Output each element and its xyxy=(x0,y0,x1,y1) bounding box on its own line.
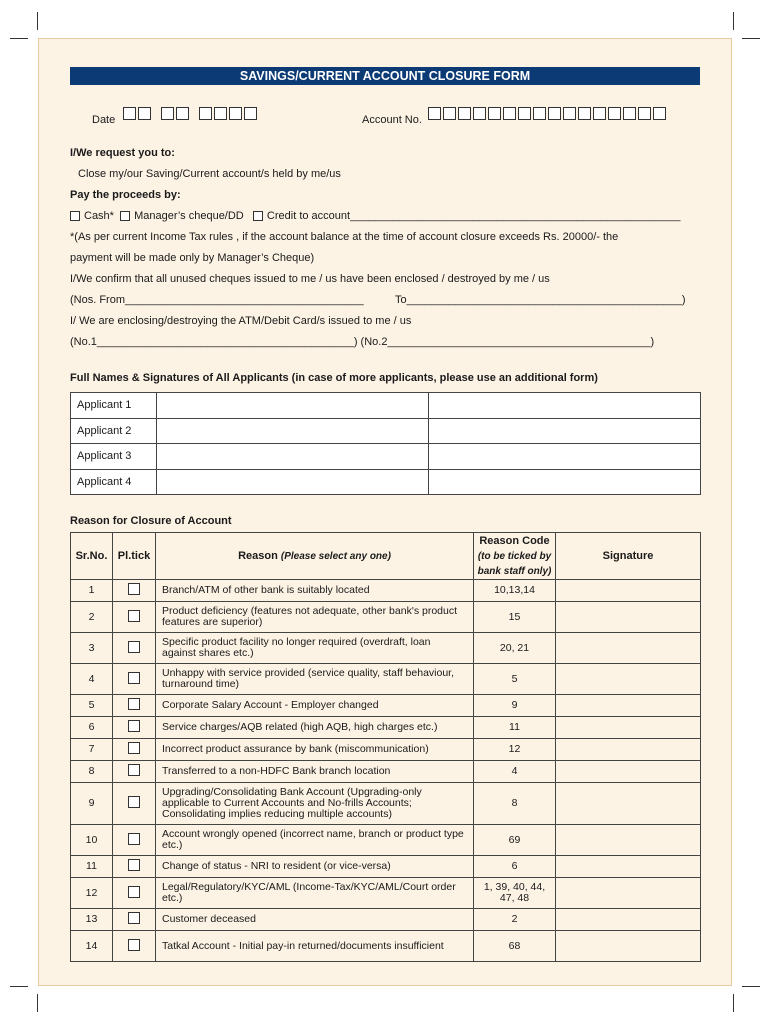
card-numbers[interactable]: (No.1__________________________________________) (No.2___________________________________________) xyxy=(70,336,655,348)
reason-checkbox[interactable] xyxy=(128,833,140,845)
reason-signature-field[interactable] xyxy=(556,739,701,761)
account-label: Account No. xyxy=(362,114,422,126)
reason-checkbox[interactable] xyxy=(128,610,140,622)
reason-code: 4 xyxy=(474,761,556,783)
reason-srno: 8 xyxy=(71,761,113,783)
applicant-name-field[interactable] xyxy=(157,469,429,495)
reason-row xyxy=(71,825,701,856)
reason-tick-cell xyxy=(113,602,156,633)
reason-tick-cell xyxy=(113,761,156,783)
request-text: Close my/our Saving/Current account/s held by me/us xyxy=(78,168,341,180)
applicant-label: Applicant 1 xyxy=(71,393,157,419)
cash-checkbox[interactable] xyxy=(70,211,80,221)
crop-mark xyxy=(742,986,760,987)
reason-tick-cell xyxy=(113,931,156,962)
tax-note-1: *(As per current Income Tax rules , if the account balance at the time of account closure exceeds Rs. 20000/- the xyxy=(70,231,619,243)
col-code-note-1: (to be ticked by xyxy=(477,550,552,562)
reason-row xyxy=(71,931,701,962)
pay-heading: Pay the proceeds by: xyxy=(70,189,181,201)
reason-text: Account wrongly opened (incorrect name, branch or product type etc.) xyxy=(156,825,474,856)
reason-checkbox[interactable] xyxy=(128,720,140,732)
applicant-name-field[interactable] xyxy=(157,393,429,419)
reason-text: Corporate Salary Account - Employer changed xyxy=(156,695,474,717)
reason-signature-field[interactable] xyxy=(556,717,701,739)
applicants-table xyxy=(70,392,701,495)
table-row xyxy=(71,444,701,470)
atm-text: I/ We are enclosing/destroying the ATM/Debit Card/s issued to me / us xyxy=(70,315,412,327)
applicant-name-field[interactable] xyxy=(157,444,429,470)
col-reason-note: (Please select any one) xyxy=(280,550,391,562)
reason-code: 12 xyxy=(474,739,556,761)
table-row xyxy=(71,393,701,419)
reason-tick-cell xyxy=(113,580,156,602)
reason-text: Specific product facility no longer required (overdraft, loan against shares etc.) xyxy=(156,633,474,664)
reason-text: Upgrading/Consolidating Bank Account (Upgrading-only applicable to Current Accounts and No-frills Accounts; Consolidating implies reducing multiple accounts) xyxy=(156,783,474,825)
table-row xyxy=(71,418,701,444)
col-reason xyxy=(156,533,474,580)
request-heading: I/We request you to: xyxy=(70,147,175,159)
reason-tick-cell xyxy=(113,633,156,664)
reason-checkbox[interactable] xyxy=(128,742,140,754)
reason-signature-field[interactable] xyxy=(556,931,701,962)
reason-text: Tatkal Account - Initial pay-in returned/documents insufficient xyxy=(156,931,474,962)
applicant-label: Applicant 2 xyxy=(71,418,157,444)
crop-mark xyxy=(742,38,760,39)
col-code-title: Reason Code xyxy=(479,534,550,547)
col-code xyxy=(474,533,556,580)
col-tick: Pl.tick xyxy=(113,533,156,580)
applicant-signature-field[interactable] xyxy=(429,418,701,444)
reason-tick-cell xyxy=(113,717,156,739)
crop-mark xyxy=(10,986,28,987)
account-number-input[interactable] xyxy=(428,107,668,120)
col-signature: Signature xyxy=(556,533,701,580)
reason-signature-field[interactable] xyxy=(556,878,701,909)
applicants-heading: Full Names & Signatures of All Applicants (in case of more applicants, please use an additional form) xyxy=(70,372,598,384)
reason-heading: Reason for Closure of Account xyxy=(70,515,232,527)
reason-code: 11 xyxy=(474,717,556,739)
credit-label[interactable]: Credit to account______________________________________________________ xyxy=(266,210,681,222)
reason-table xyxy=(70,532,701,962)
reason-checkbox[interactable] xyxy=(128,764,140,776)
crop-mark xyxy=(733,994,734,1012)
cheque-nos-from[interactable]: (Nos. From_______________________________________ xyxy=(70,294,364,306)
reason-table-header xyxy=(71,533,701,580)
reason-checkbox[interactable] xyxy=(128,672,140,684)
reason-code: 9 xyxy=(474,695,556,717)
reason-row xyxy=(71,739,701,761)
reason-signature-field[interactable] xyxy=(556,695,701,717)
reason-code: 5 xyxy=(474,664,556,695)
reason-signature-field[interactable] xyxy=(556,825,701,856)
reason-signature-field[interactable] xyxy=(556,783,701,825)
reason-code: 8 xyxy=(474,783,556,825)
reason-row xyxy=(71,717,701,739)
reason-row xyxy=(71,633,701,664)
reason-srno: 14 xyxy=(71,931,113,962)
payment-options xyxy=(70,210,680,222)
reason-checkbox[interactable] xyxy=(128,939,140,951)
reason-srno: 6 xyxy=(71,717,113,739)
form-title: SAVINGS/CURRENT ACCOUNT CLOSURE FORM xyxy=(70,67,700,85)
reason-signature-field[interactable] xyxy=(556,761,701,783)
reason-row xyxy=(71,761,701,783)
cheque-checkbox[interactable] xyxy=(120,211,130,221)
cash-label: Cash* xyxy=(84,210,114,222)
reason-code: 10,13,14 xyxy=(474,580,556,602)
reason-row xyxy=(71,664,701,695)
reason-tick-cell xyxy=(113,695,156,717)
applicant-signature-field[interactable] xyxy=(429,393,701,419)
reason-text: Product deficiency (features not adequate, other bank's product features are superior) xyxy=(156,602,474,633)
reason-signature-field[interactable] xyxy=(556,633,701,664)
cheque-confirm: I/We confirm that all unused cheques issued to me / us have been enclosed / destroyed by me / us xyxy=(70,273,550,285)
reason-row xyxy=(71,695,701,717)
reason-row xyxy=(71,856,701,878)
reason-srno: 9 xyxy=(71,783,113,825)
reason-signature-field[interactable] xyxy=(556,856,701,878)
reason-srno: 10 xyxy=(71,825,113,856)
reason-text: Branch/ATM of other bank is suitably located xyxy=(156,580,474,602)
reason-srno: 4 xyxy=(71,664,113,695)
reason-code: 6 xyxy=(474,856,556,878)
col-srno: Sr.No. xyxy=(71,533,113,580)
reason-row xyxy=(71,580,701,602)
tax-note-2: payment will be made only by Manager’s Cheque) xyxy=(70,252,315,264)
reason-srno: 7 xyxy=(71,739,113,761)
reason-tick-cell xyxy=(113,878,156,909)
reason-checkbox[interactable] xyxy=(128,698,140,710)
applicant-signature-field[interactable] xyxy=(429,444,701,470)
date-input[interactable] xyxy=(123,107,259,120)
table-row xyxy=(71,469,701,495)
reason-text: Customer deceased xyxy=(156,909,474,931)
applicant-name-field[interactable] xyxy=(157,418,429,444)
reason-checkbox[interactable] xyxy=(128,912,140,924)
reason-row xyxy=(71,602,701,633)
reason-signature-field[interactable] xyxy=(556,580,701,602)
reason-code: 20, 21 xyxy=(474,633,556,664)
crop-mark xyxy=(10,38,28,39)
reason-srno: 1 xyxy=(71,580,113,602)
reason-code: 15 xyxy=(474,602,556,633)
reason-text: Incorrect product assurance by bank (miscommunication) xyxy=(156,739,474,761)
crop-mark xyxy=(37,994,38,1012)
reason-tick-cell xyxy=(113,909,156,931)
reason-tick-cell xyxy=(113,856,156,878)
reason-signature-field[interactable] xyxy=(556,909,701,931)
reason-tick-cell xyxy=(113,825,156,856)
reason-signature-field[interactable] xyxy=(556,664,701,695)
reason-code: 2 xyxy=(474,909,556,931)
reason-code: 1, 39, 40, 44, 47, 48 xyxy=(474,878,556,909)
reason-text: Service charges/AQB related (high AQB, high charges etc.) xyxy=(156,717,474,739)
reason-code: 69 xyxy=(474,825,556,856)
reason-tick-cell xyxy=(113,783,156,825)
reason-text: Change of status - NRI to resident (or vice-versa) xyxy=(156,856,474,878)
crop-mark xyxy=(733,12,734,30)
reason-srno: 3 xyxy=(71,633,113,664)
applicant-label: Applicant 4 xyxy=(71,469,157,495)
reason-row xyxy=(71,909,701,931)
reason-checkbox[interactable] xyxy=(128,796,140,808)
reason-checkbox[interactable] xyxy=(128,859,140,871)
reason-tick-cell xyxy=(113,739,156,761)
reason-checkbox[interactable] xyxy=(128,641,140,653)
crop-mark xyxy=(37,12,38,30)
reason-srno: 2 xyxy=(71,602,113,633)
reason-tick-cell xyxy=(113,664,156,695)
col-code-note-2: bank staff only) xyxy=(477,565,552,577)
reason-checkbox[interactable] xyxy=(128,886,140,898)
date-label: Date xyxy=(92,114,116,126)
credit-checkbox[interactable] xyxy=(253,211,263,221)
reason-srno: 13 xyxy=(71,909,113,931)
reason-srno: 11 xyxy=(71,856,113,878)
reason-row xyxy=(71,878,701,909)
cheque-nos-to[interactable]: To_____________________________________________) xyxy=(395,294,686,306)
reason-signature-field[interactable] xyxy=(556,602,701,633)
cheque-label: Manager’s cheque/DD xyxy=(134,210,244,222)
reason-srno: 12 xyxy=(71,878,113,909)
reason-checkbox[interactable] xyxy=(128,583,140,595)
col-reason-title: Reason xyxy=(238,549,278,562)
applicant-label: Applicant 3 xyxy=(71,444,157,470)
applicant-signature-field[interactable] xyxy=(429,469,701,495)
reason-code: 68 xyxy=(474,931,556,962)
reason-text: Transferred to a non-HDFC Bank branch location xyxy=(156,761,474,783)
reason-srno: 5 xyxy=(71,695,113,717)
reason-text: Legal/Regulatory/KYC/AML (Income-Tax/KYC/AML/Court order etc.) xyxy=(156,878,474,909)
reason-row xyxy=(71,783,701,825)
reason-text: Unhappy with service provided (service quality, staff behaviour, turnaround time) xyxy=(156,664,474,695)
